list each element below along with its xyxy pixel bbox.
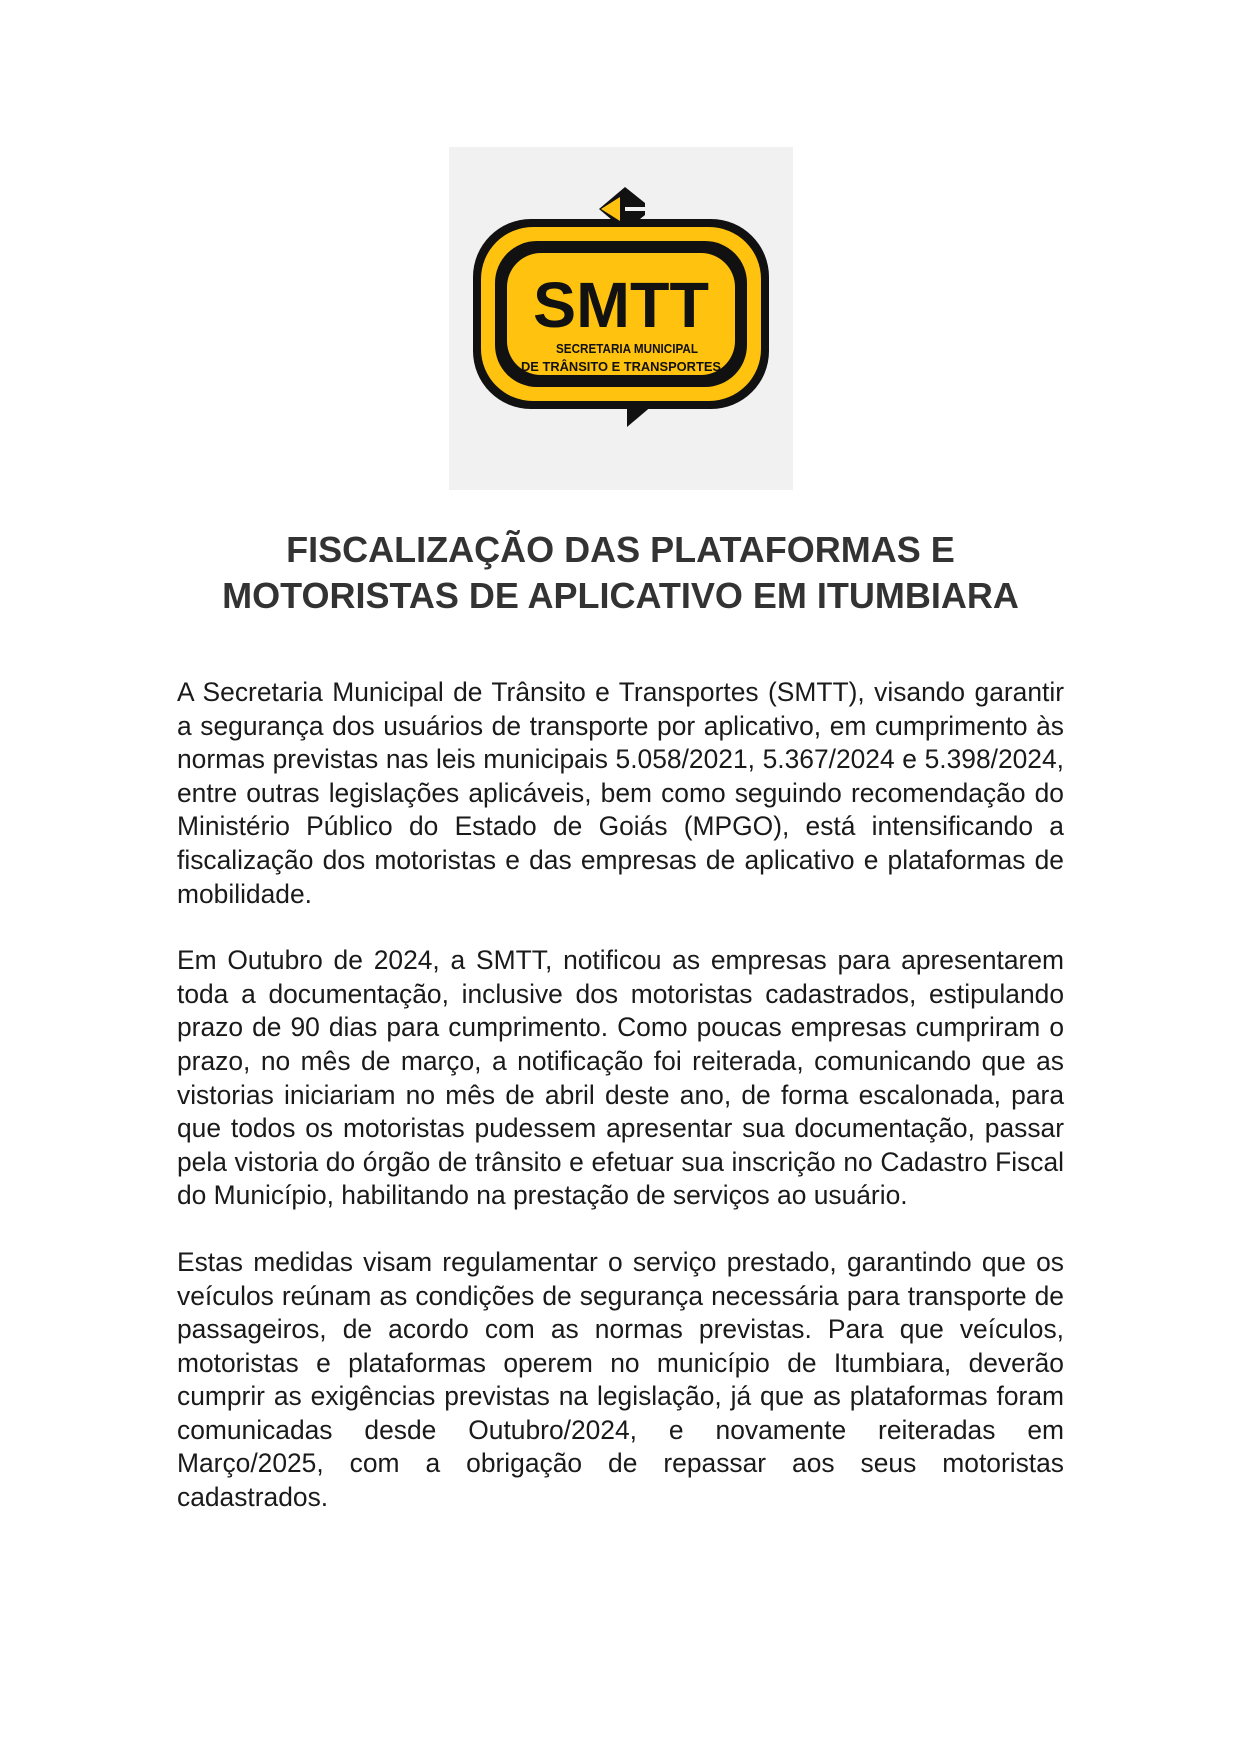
road-dash [545,235,559,239]
logo-subtitle-line2: DE TRÂNSITO E TRANSPORTES [521,359,722,374]
title-line-1: FISCALIZAÇÃO DAS PLATAFORMAS E [286,529,955,570]
road-dash [649,235,663,239]
paragraph-2: Em Outubro de 2024, a SMTT, notificou as empresas para apresentarem toda a documentação, inclusive dos motoristas cadastrados, estipulando prazo de 90 dias para cumprimento. Como poucas empresas cumpriram o prazo, no mês de março, a notificação foi reiterada, comunicando que as vistorias iniciariam no mês de abril deste ano, de forma escalonada, para que todos os motoristas pudessem apresentar sua documentação, passar pela vistoria do órgão de trânsito e efetuar sua inscrição no Cadastro Fiscal do Município, habilitando na prestação de serviços ao usuário. [177,945,1064,1211]
road-dash [567,235,581,239]
road-dash [579,390,593,394]
paragraph-1: A Secretaria Municipal de Trânsito e Transportes (SMTT), visando garantir a segurança dos usuários de transporte por aplicativo, em cumprimento às normas previstas nas leis municipais 5.058/2021, 5.367/2024 e 5.398/2024, entre outras legislações aplicáveis, bem como seguindo recomendação do Ministério Público do Estado de Goiás (MPGO), está intensificando a fiscalização dos motoristas e das empresas de aplicativo e plataformas de mobilidade. [177,677,1064,909]
road-dash [663,390,677,394]
logo-title: SMTT [533,269,709,341]
road-dash [557,390,571,394]
road-dash [685,390,699,394]
title-line-2: MOTORISTAS DE APLICATIVO EM ITUMBIARA [222,575,1019,616]
paragraph-3: Estas medidas visam regulamentar o serviço prestado, garantindo que os veículos reúnam as condições de segurança necessária para transporte de passageiros, de acordo com as normas previstas. Para que veículos, motoristas e plataformas operem no município de Itumbiara, deverão cumprir as exigências previstas na legislação, já que as plataformas foram comunicadas desde Outubro/2024, e novamente reiteradas em Março/2025, com a obrigação de repassar aos seus motoristas cadastrados. [177,1246,1064,1513]
document-body [177,676,1064,1548]
document-title [150,527,1091,619]
road-dash [671,235,685,239]
smtt-logo-graphic [449,147,793,490]
smtt-logo [449,147,793,490]
logo-subtitle-line1: SECRETARIA MUNICIPAL [556,341,699,356]
